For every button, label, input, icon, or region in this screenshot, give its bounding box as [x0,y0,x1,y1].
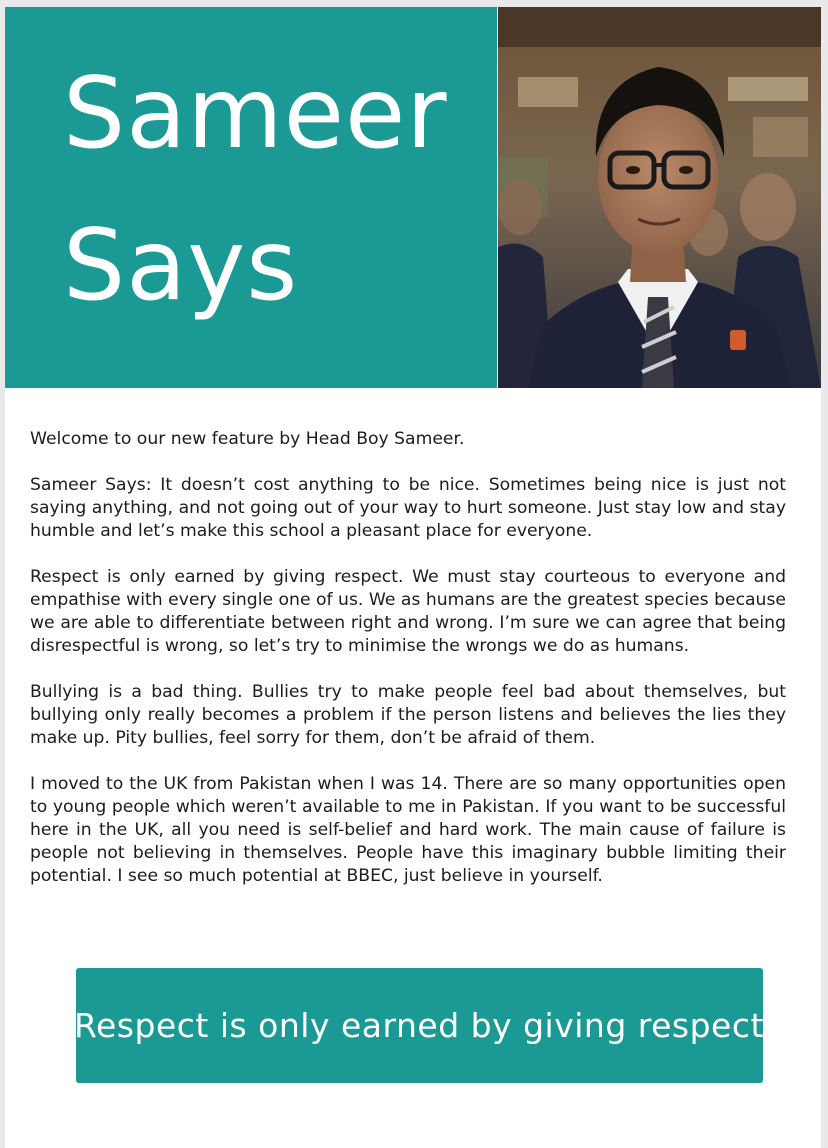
article-paragraph-intro: Welcome to our new feature by Head Boy Sameer. [30,429,465,449]
title-line-2: Says [63,209,299,323]
article-body [30,428,786,911]
pull-quote-box [57,968,782,1083]
newsletter-page [5,7,821,1148]
pull-quote-text: “Respect is only earned by giving respect” [57,1006,782,1045]
article-paragraph-bullying: Bullying is a bad thing. Bullies try to make people feel bad about themselves, but bullying only really becomes a problem if the person listens and believes the lies they make up. Pity bullies, feel sorry for them, don’t be afraid of them. [30,682,786,748]
portrait-photo [498,7,821,388]
article-paragraph-kindness: Sameer Says: It doesn’t cost anything to be nice. Sometimes being nice is just not saying anything, and not going out of your way to hurt someone. Just stay low and stay humble and let’s make this school a pleasant place for everyone. [30,475,786,541]
article-paragraph-opportunities: I moved to the UK from Pakistan when I was 14. There are so many opportunities open to young people which weren’t available to me in Pakistan. If you want to be successful here in the UK, all you need is self-belief and hard work. The main cause of failure is people not believing in themselves. People have this imaginary bubble limiting their potential. I see so much potential at BBEC, just believe in yourself. [30,774,786,886]
title-block [5,7,497,388]
title-line-1: Sameer [63,57,448,171]
header-banner [5,7,821,388]
article-paragraph-respect: Respect is only earned by giving respect. We must stay courteous to everyone and empathise with every single one of us. We as humans are the greatest species because we are able to differentiate between right and wrong. I’m sure we can agree that being disrespectful is wrong, so let’s try to minimise the wrongs we do as humans. [30,567,786,656]
